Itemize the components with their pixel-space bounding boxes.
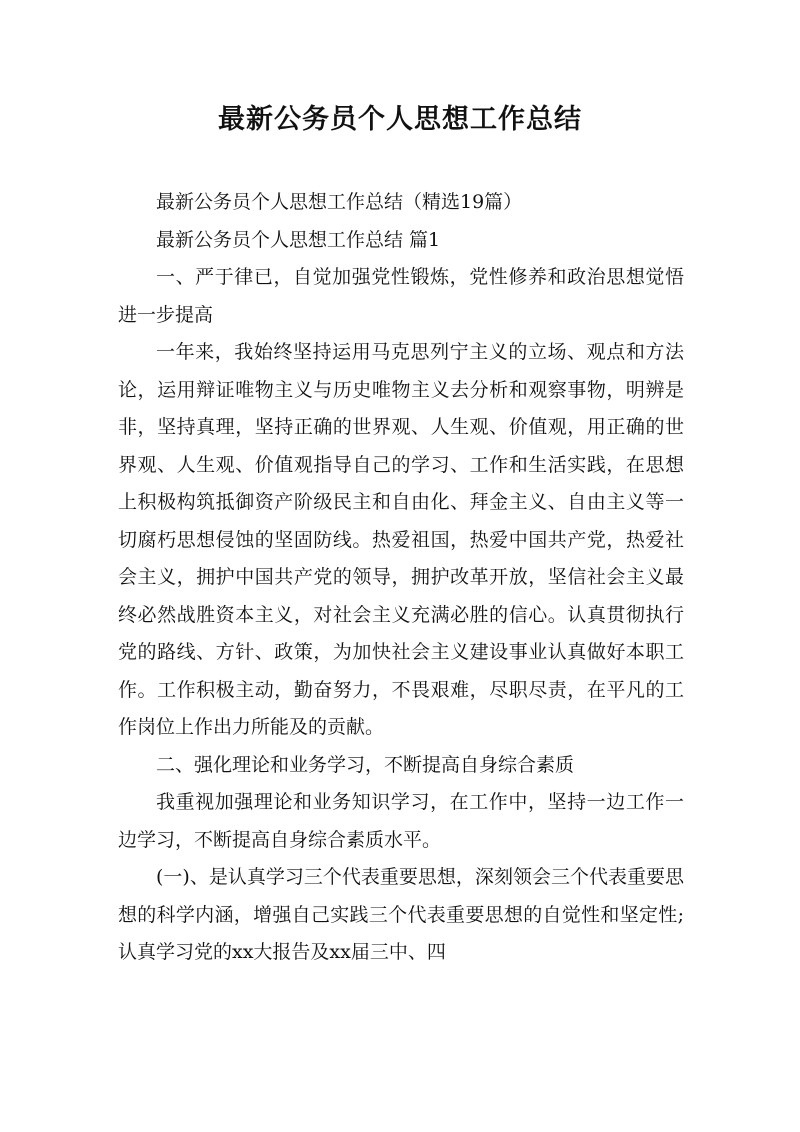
body-paragraph: 我重视加强理论和业务知识学习，在工作中，坚持一边工作一边学习，不断提高自身综合素质水平。 — [118, 791, 684, 851]
body-paragraph: 一年来，我始终坚持运用马克思列宁主义的立场、观点和方法论，运用辩证唯物主义与历史唯物主义去分析和观察事物，明辨是非，坚持真理，坚持正确的世界观、人生观、价值观，用正确的世界观、人生观、价值观指导自己的学习、工作和生活实践，在思想上积极构筑抵御资产阶级民主和自由化、拜金主义、自由主义等一切腐朽思想侵蚀的坚固防线。热爱祖国，热爱中国共产党，热爱社会主义，拥护中国共产党的领导，拥护改革开放，坚信社会主义最终必然战胜资本主义，对社会主义充满必胜的信心。认真贯彻执行党的路线、方针、政策，为加快社会主义建设事业认真做好本职工作。工作积极主动，勤奋努力，不畏艰难，尽职尽责，在平凡的工作岗位上作出力所能及的贡献。 — [118, 341, 684, 738]
document-title: 最新公务员个人思想工作总结 — [218, 104, 582, 135]
document-body — [118, 184, 684, 972]
point-one-heading: 一、严于律已，自觉加强党性锻炼，党性修养和政治思想觉悟进一步提高 — [118, 266, 684, 326]
point-two-heading: 二、强化理论和业务学习，不断提高自身综合素质 — [156, 753, 575, 776]
section-heading-paragraph: 最新公务员个人思想工作总结 篇1 — [156, 228, 441, 251]
body-paragraph: (一)、是认真学习三个代表重要思想，深刻领会三个代表重要思想的科学内涵，增强自己实践三个代表重要思想的自觉性和坚定性;认真学习党的xx大报告及xx届三中、四 — [118, 866, 684, 963]
subtitle-paragraph: 最新公务员个人思想工作总结（精选19篇） — [156, 191, 523, 213]
